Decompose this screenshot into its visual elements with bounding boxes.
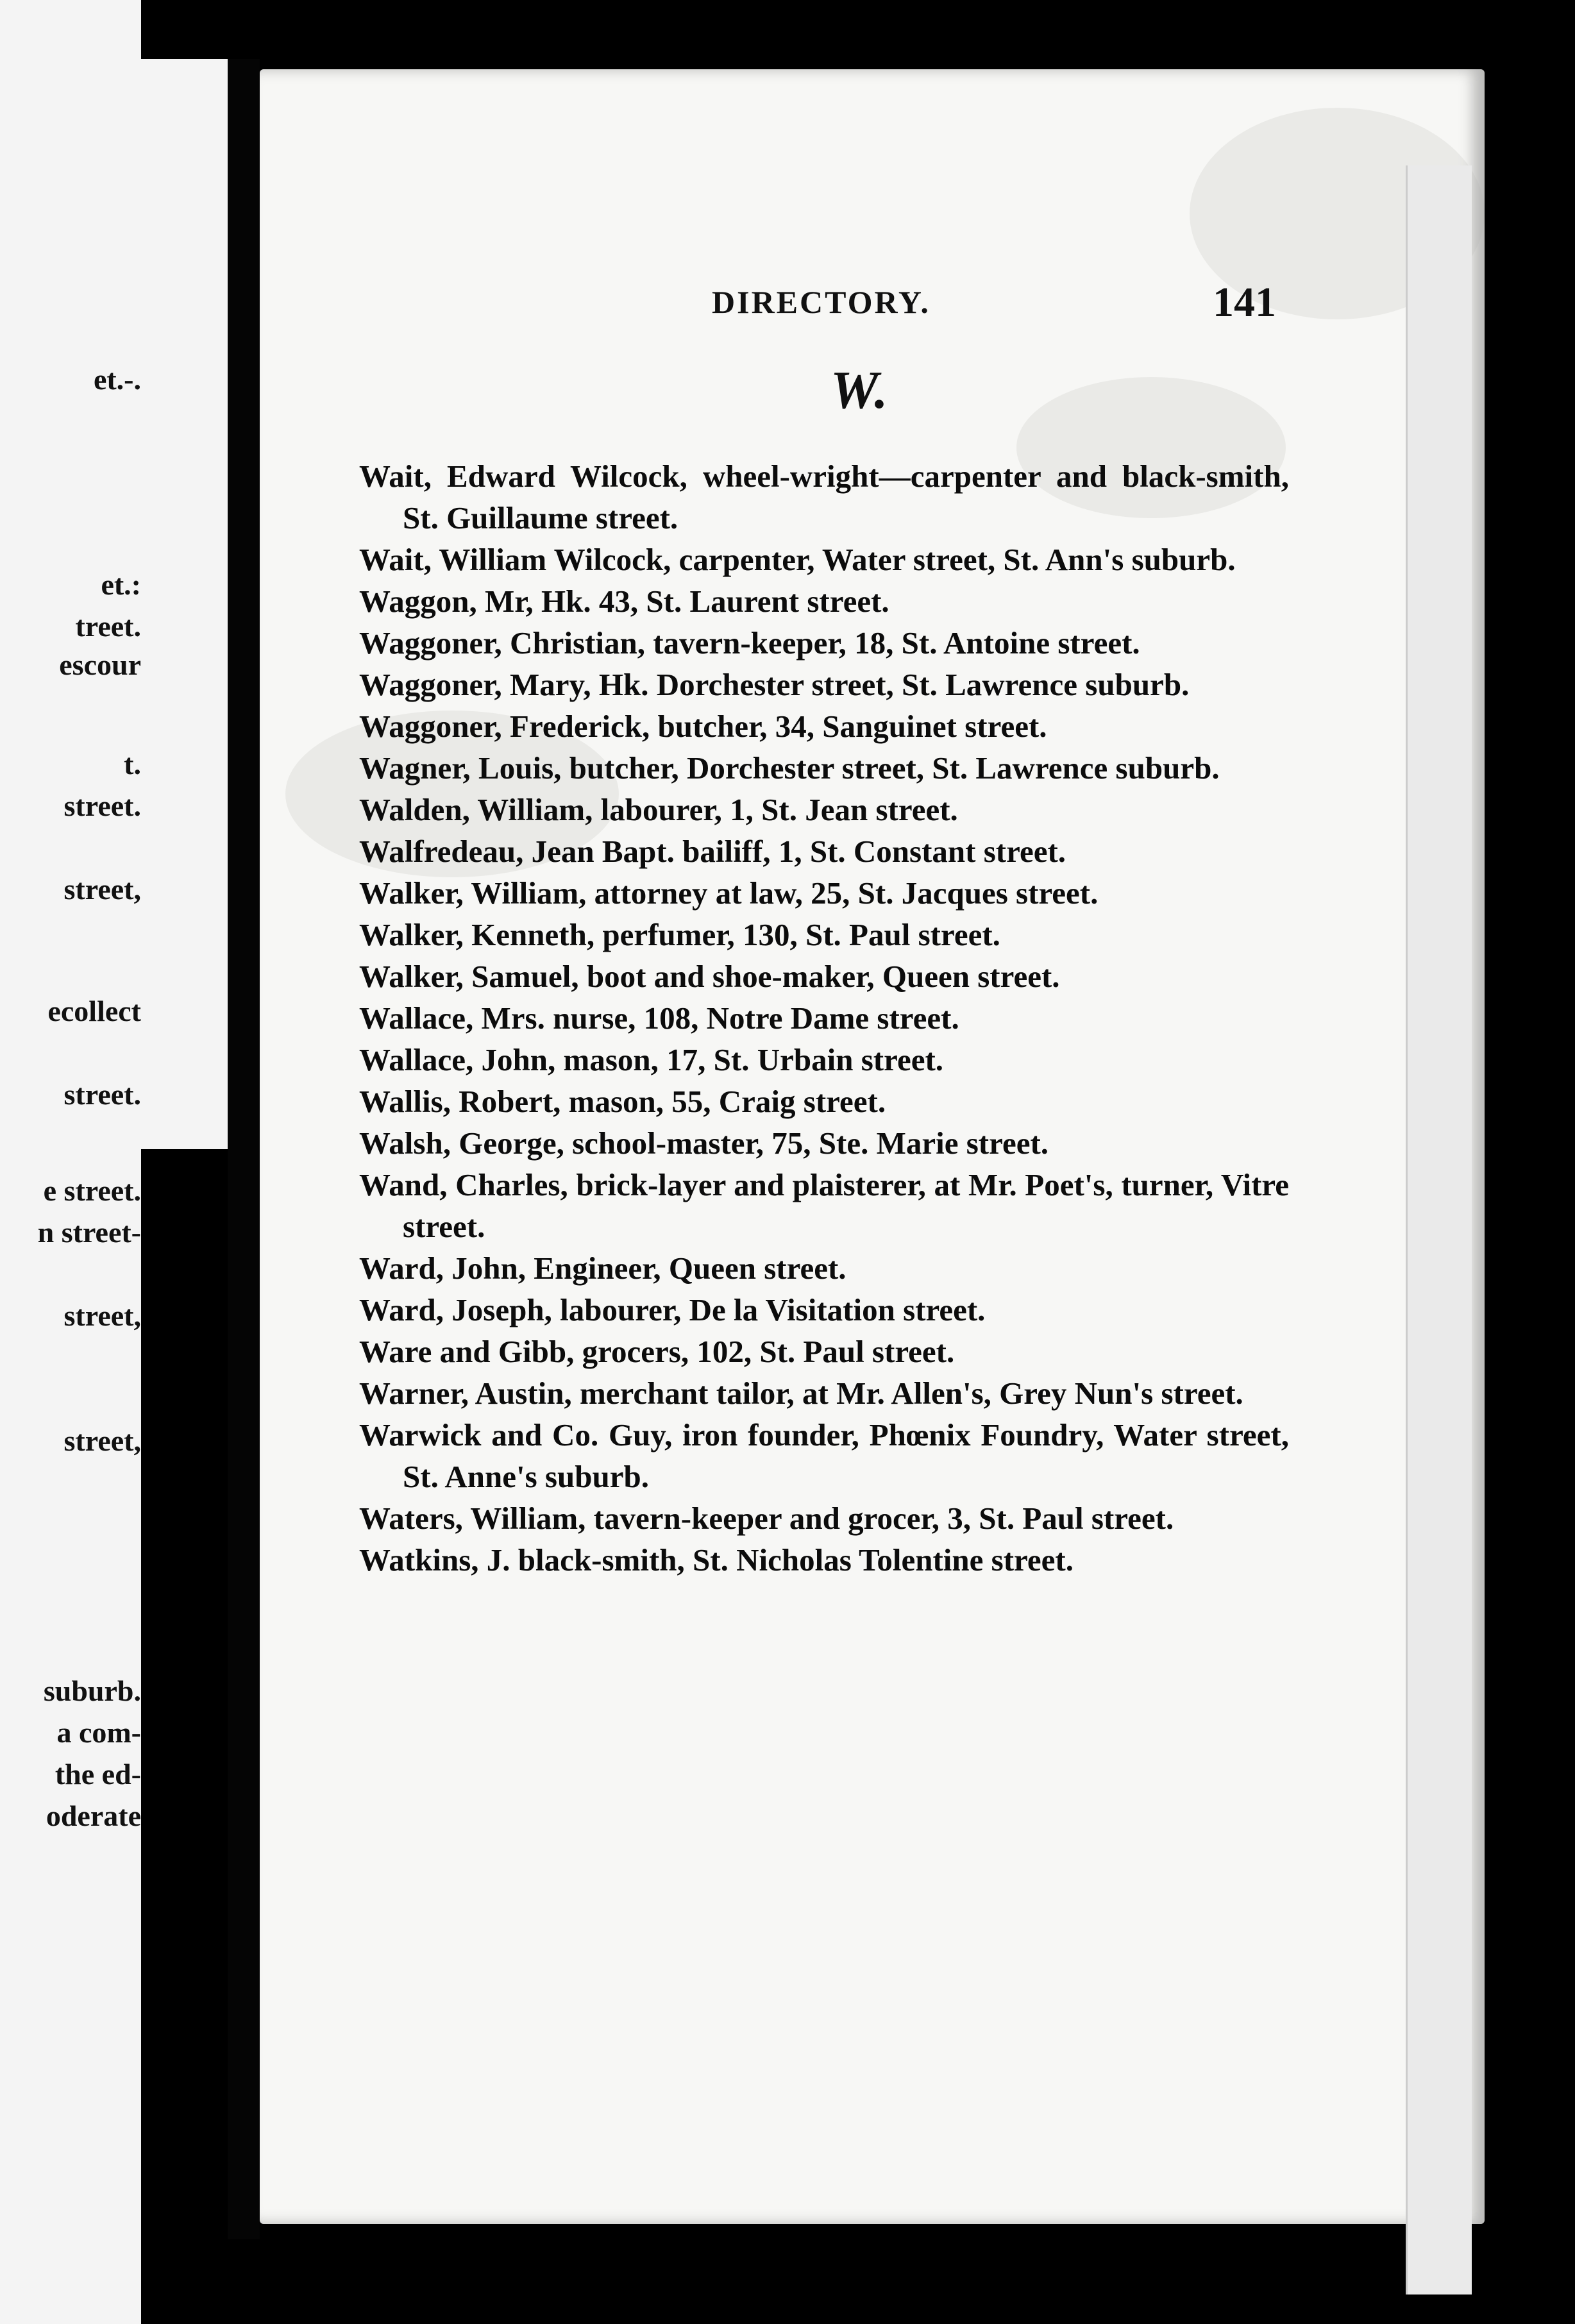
facing-page-fragment: suburb. (43, 1674, 141, 1707)
directory-entry: Walker, Kenneth, perfumer, 130, St. Paul street. (359, 917, 1000, 952)
facing-page-fragment: street, (63, 1299, 141, 1332)
directory-entry: Watkins, J. black-smith, St. Nicholas Tolentine street. (359, 1542, 1074, 1578)
directory-entry: Waggoner, Christian, tavern-keeper, 18, St. Antoine street. (359, 625, 1140, 661)
book-gutter (228, 59, 260, 2239)
directory-entries (359, 455, 1289, 1581)
running-head: DIRECTORY. (712, 284, 931, 320)
page-edge (1406, 165, 1472, 2295)
facing-page-fragment: street, (63, 1424, 141, 1457)
directory-entry: Walfredeau, Jean Bapt. bailiff, 1, St. Constant street. (359, 834, 1066, 869)
directory-entry: Wand, Charles, brick-layer and plaisterer, at Mr. Poet's, turner, Vitre street. (359, 1167, 1289, 1244)
facing-page-fragment: t. (124, 748, 141, 780)
facing-page-fragment: e street. (43, 1174, 141, 1207)
directory-entry: Wagner, Louis, butcher, Dorchester street, St. Lawrence suburb. (359, 750, 1220, 786)
page-header (712, 279, 1276, 328)
directory-entry: Walsh, George, school-master, 75, Ste. Marie street. (359, 1125, 1049, 1161)
directory-entry: Wait, Edward Wilcock, wheel-wright—carpenter and black-smith, St. Guillaume street. (359, 459, 1289, 535)
directory-entry: Waters, William, tavern-keeper and grocer, 3, St. Paul street. (359, 1501, 1174, 1536)
directory-entry: Wallace, John, mason, 17, St. Urbain street. (359, 1042, 944, 1077)
facing-page-fragment: the ed- (55, 1758, 141, 1790)
directory-entry: Waggoner, Frederick, butcher, 34, Sanguinet street. (359, 709, 1047, 744)
directory-entry: Warner, Austin, merchant tailor, at Mr. Allen's, Grey Nun's street. (359, 1376, 1243, 1411)
directory-entry: Walker, Samuel, boot and shoe-maker, Queen street. (359, 959, 1060, 994)
facing-page-fragment: oderate (46, 1799, 141, 1832)
page-number: 141 (1213, 279, 1276, 326)
directory-entry: Walden, William, labourer, 1, St. Jean street. (359, 792, 958, 827)
facing-page-fragment: treet. (75, 610, 141, 643)
directory-entry: Warwick and Co. Guy, iron founder, Phœnix Foundry, Water street, St. Anne's suburb. (359, 1417, 1289, 1494)
directory-entry: Walker, William, attorney at law, 25, St. Jacques street. (359, 875, 1099, 911)
facing-page-fragment: et.: (101, 568, 141, 601)
facing-page-fragment: ecollect (47, 995, 141, 1027)
facing-page-fragment: n street- (37, 1216, 141, 1249)
section-letter: W. (830, 360, 888, 420)
facing-page-fragment: street. (63, 789, 141, 822)
directory-entry: Waggoner, Mary, Hk. Dorchester street, St. Lawrence suburb. (359, 667, 1190, 702)
facing-page-fragment: et.-. (93, 363, 141, 396)
facing-page-fragment: street, (63, 873, 141, 905)
directory-entry: Waggon, Mr, Hk. 43, St. Laurent street. (359, 584, 889, 619)
directory-entry: Ward, John, Engineer, Queen street. (359, 1250, 846, 1286)
directory-entry: Ward, Joseph, labourer, De la Visitation street. (359, 1292, 986, 1327)
facing-page-fragment: street. (63, 1078, 141, 1111)
directory-entry: Wallis, Robert, mason, 55, Craig street. (359, 1084, 886, 1119)
facing-page-fragment: escour (59, 648, 141, 681)
directory-entry: Wait, William Wilcock, carpenter, Water street, St. Ann's suburb. (359, 542, 1236, 577)
directory-entry: Ware and Gibb, grocers, 102, St. Paul street. (359, 1334, 955, 1369)
directory-entry: Wallace, Mrs. nurse, 108, Notre Dame street. (359, 1000, 959, 1036)
facing-page-fragments (0, 0, 141, 2324)
facing-page-fragment: a com- (56, 1716, 141, 1749)
